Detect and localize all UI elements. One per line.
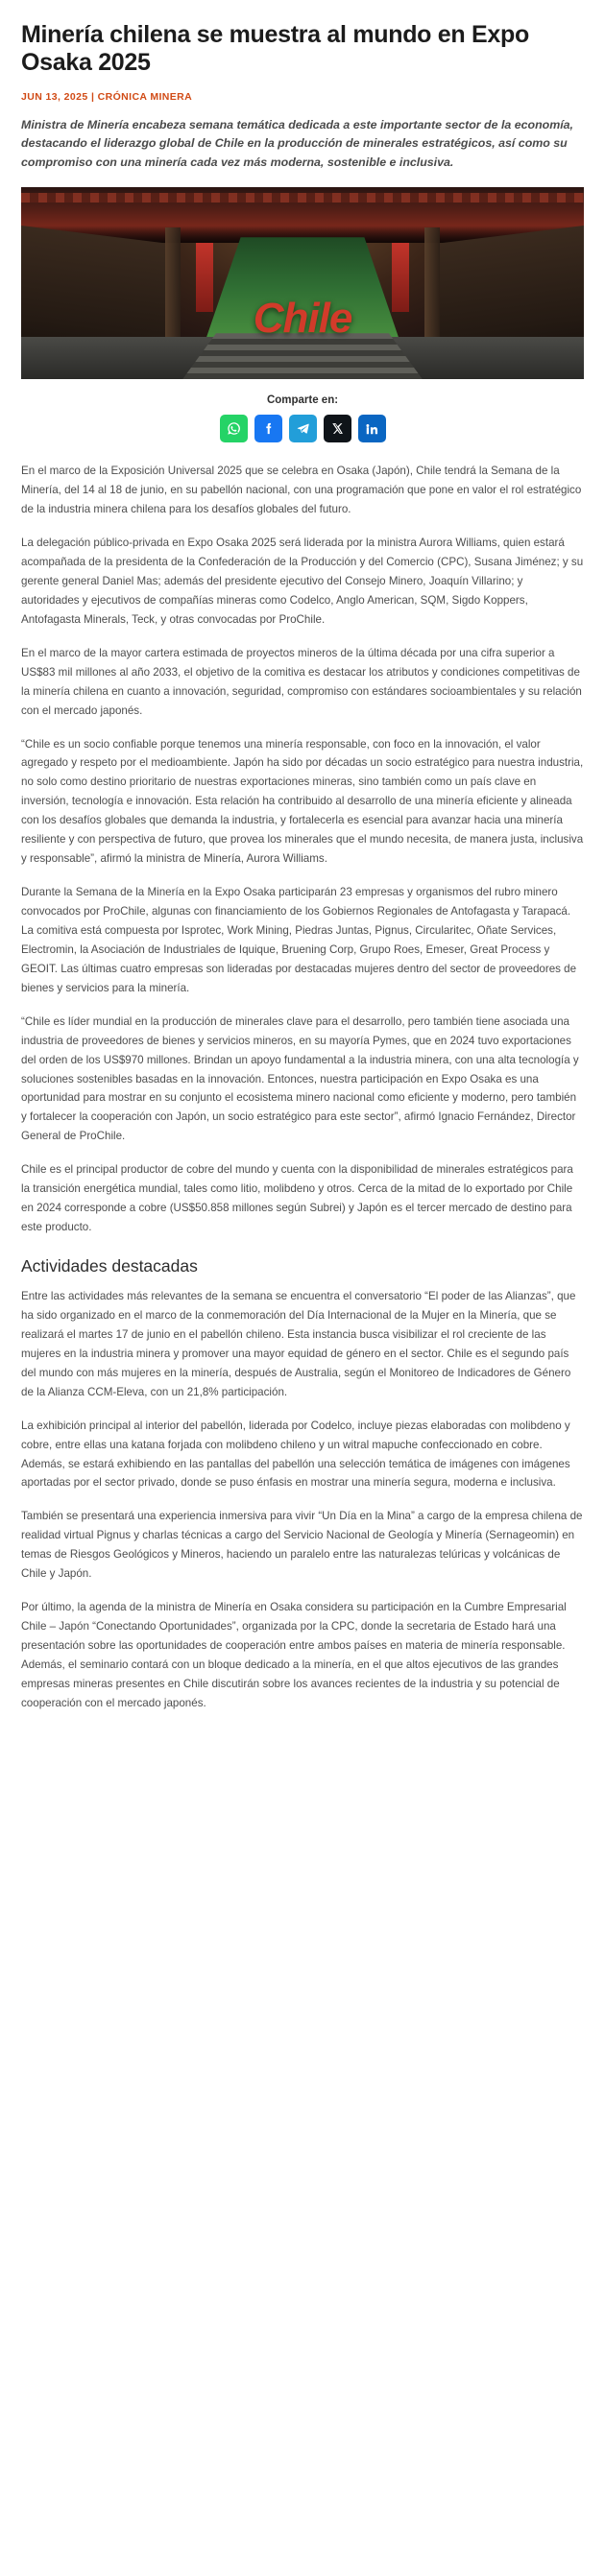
body-paragraph: Por último, la agenda de la ministra de Minería en Osaka considera su participación en la Cumbre Empresarial Chile – Japón “Conectando Oportunidades”, organizada por la CPC, donde la secretaria de Estado hará una presentación sobre las oportunidades de cooperación entre ambos países en materia de minería responsable. Además, el seminario contará con un bloque dedicado a la minería, en el que altos ejecutivos de las grandes empresas mineras presentes en Chile discutirán sobre los avances recientes de la industria y su potencial de cooperación con el mercado japonés.	[21, 1601, 567, 1709]
article-section[interactable]: CRÓNICA MINERA	[97, 90, 193, 103]
telegram-icon	[296, 421, 310, 436]
share-label: Comparte en:	[266, 394, 339, 407]
body-paragraph: En el marco de la mayor cartera estimada de proyectos mineros de la última década por una cifra superior a US$83 mil millones al año 2033, el objetivo de la comitiva es destacar los atributos y condiciones competitivas de la minería chilena en cuanto a innovación, seguridad, compromiso con estándares socioambientales y su relación con el mercado japonés.	[21, 646, 582, 717]
hero-image	[21, 187, 584, 379]
body-paragraph: “Chile es un socio confiable porque tenemos una minería responsable, con foco en la innovación, el valor agregado y respeto por el medioambiente. Japón ha sido por décadas un socio estratégico para nuestra industria, no solo como destino prioritario de nuestras exportaciones mineras, sino también como un país clave en inversión, tecnología e innovación. Esta relación ha contribuido al desarrollo de una minería eficiente y alineada con los desafíos globales que demanda la industria, y fortalecerla es esencial para avanzar hacia una minería resiliente y con perspectiva de futuro, que provea los minerales que el mundo necesita, de manera justa, inclusiva y responsable”, afirmó la ministra de Minería, Aurora Williams.	[21, 737, 584, 866]
linkedin-icon	[365, 422, 378, 436]
body-paragraph: “Chile es líder mundial en la producción de minerales clave para el desarrollo, pero también tiene asociada una industria de proveedores de bienes y servicios mineros, en su mayoría Pymes, que en 2024 tuvo exportaciones del orden de los US$970 millones. Brindan un apoyo fundamental a la industria minera, con una alta tecnología y soluciones sostenibles basadas en la innovación. Entonces, nuestra participación en Expo Osaka es una oportunidad para mostrar en su conjunto el ecosistema minero nacional como eficiente y moderno, pero también y fortalecer la cooperación con Japón, un socio estratégico para este sector”, afirmó Ignacio Fernández, Director General de ProChile.	[21, 1014, 579, 1143]
body-paragraph: También se presentará una experiencia inmersiva para vivir “Un Día en la Mina” a cargo de la empresa chilena de realidad virtual Pignus y charlas técnicas a cargo del Servicio Nacional de Geología y Minería (Sernageomin) en temas de Riesgos Geológicos y Mineros, haciendo un paralelo entre las naturalezas telúricas y volcánicas de Chile y Japón.	[21, 1510, 583, 1581]
hero-chile-sign: Chile	[253, 295, 352, 343]
body-paragraph: Chile es el principal productor de cobre del mundo y cuenta con la disponibilidad de minerales estratégicos para la transición energética mundial, tales como litio, molibdeno y otros. Cerca de la mitad de lo exportado por Chile en 2024 corresponde a cobre (US$50.858 millones según Subrei) y Japón es el tercer mercado de destino para este producto.	[21, 1163, 573, 1234]
body-paragraph: La exhibición principal al interior del pabellón, liderada por Codelco, incluye piezas elaboradas con molibdeno y cobre, entre ellas una katana forjada con molibdeno chileno y un witral mapuche confeccionado en cobre. Además, se estará exhibiendo en las pantallas del pabellón una selección temática de imágenes con imágenes aportadas por el sector privado, donde se puso énfasis en mostrar una minería segura, moderna e inclusiva.	[21, 1419, 570, 1490]
body-paragraph: La delegación público-privada en Expo Osaka 2025 será liderada por la ministra Aurora Williams, quien estará acompañada de la presidenta de la Confederación de la Producción y del Comercio (CPC), Susana Jiménez; y su gerente general Daniel Mas; además del presidente ejecutivo del Consejo Minero, Joaquín Villarino; y autoridades y ejecutivos de compañías mineras como Codelco, Anglo American, SQM, Sigdo Koppers, Antofagasta Minerals, Teck, y otras convocadas por ProChile.	[21, 537, 584, 626]
section-heading: Actividades destacadas	[21, 1256, 198, 1276]
share-telegram-button[interactable]	[289, 415, 317, 442]
hero-banner-left	[196, 243, 213, 312]
page-title: Minería chilena se muestra al mundo en Expo Osaka 2025	[21, 21, 529, 77]
hero-ceiling	[21, 187, 584, 243]
body-paragraph: En el marco de la Exposición Universal 2025 que se celebra en Osaka (Japón), Chile tendrá la Semana de la Minería, del 14 al 18 de junio, en su pabellón nacional, con una programación que pone en valor el rol estratégico de la industria minera chilena para los desafíos globales del futuro.	[21, 465, 582, 516]
x-twitter-icon	[331, 422, 344, 435]
meta-separator: |	[90, 90, 95, 103]
article-lead: Ministra de Minería encabeza semana temática dedicada a este importante sector de la economía, destacando el liderazgo global de Chile en la producción de minerales estratégicos, así como su compromiso con una minería cada vez más moderna, sostenible e inclusiva.	[21, 117, 574, 169]
body-paragraph: Entre las actividades más relevantes de la semana se encuentra el conversatorio “El poder de las Alianzas”, que ha sido organizado en el marco de la conmemoración del Día Internacional de la Mujer en la Minería, que se realizará el martes 17 de junio en el pabellón chileno. Esta instancia busca visibilizar el rol creciente de las mujeres en la industria minera y promover una mayor equidad de género en el sector. Chile es el segundo país del mundo con más mujeres en la minería, después de Australia, según el Monitoreo de Indicadores de Género de la Alianza CCM-Eleva, con un 21,8% participación.	[21, 1290, 576, 1398]
share-linkedin-button[interactable]	[358, 415, 386, 442]
body-paragraph: Durante la Semana de la Minería en la Expo Osaka participarán 23 empresas y organismos del rubro minero convocados por ProChile, algunas con financiamiento de los Gobiernos Regionales de Antofagasta y Tarapacá. La comitiva está compuesta por Isprotec, Work Mining, Piedras Juntas, Pignus, Circularitec, Oñate Services, Electromin, la Asociación de Industriales de Iquique, Bruening Corp, Grupo Roes, Emeser, Great Process y GEOIT. Las últimas cuatro empresas son lideradas por destacadas mujeres dentro del sector de proveedores de bienes y servicios para la minería.	[21, 886, 577, 994]
share-facebook-button[interactable]	[254, 415, 282, 442]
share-whatsapp-button[interactable]	[220, 415, 248, 442]
share-buttons	[21, 415, 584, 442]
hero-banner-right	[392, 243, 409, 312]
share-x-button[interactable]	[324, 415, 351, 442]
publish-date: JUN 13, 2025	[21, 90, 88, 103]
article-meta	[21, 91, 584, 103]
whatsapp-icon	[227, 421, 241, 436]
facebook-icon	[261, 421, 276, 436]
